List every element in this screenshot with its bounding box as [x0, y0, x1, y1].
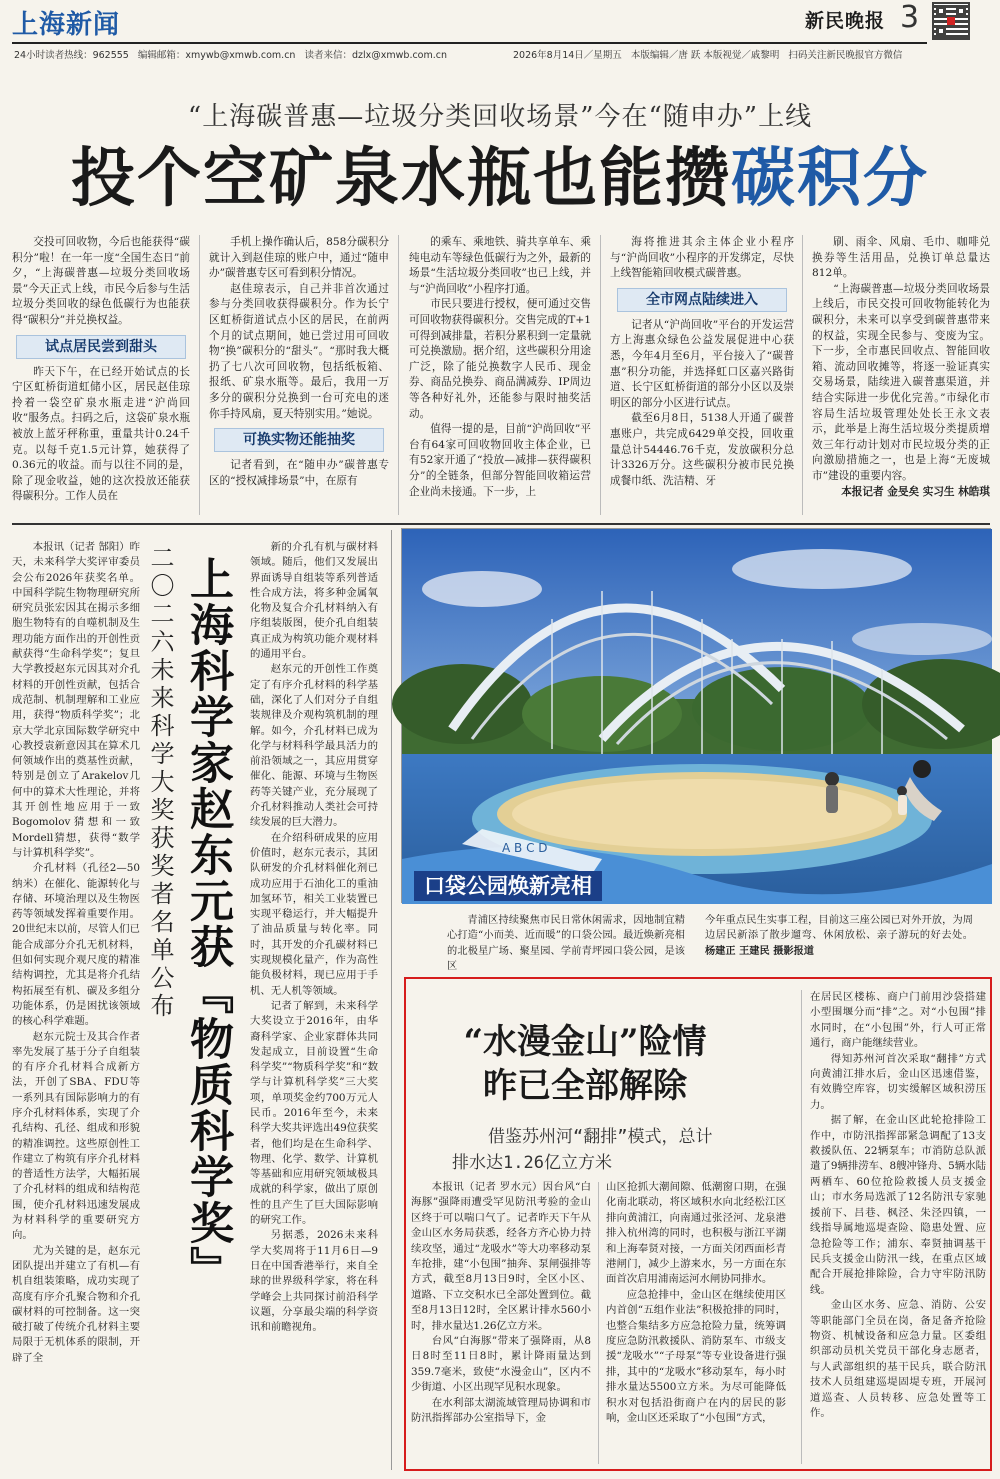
date-info [513, 47, 902, 61]
lead-col-3 [409, 235, 591, 517]
flood-col1-p3: 在水利部太湖流域管理局协调和市防汛指挥部办公室指导下，金 [411, 1396, 591, 1425]
lead-headline [0, 140, 1000, 218]
subhead-network: 全市网点陆续进入 [617, 288, 787, 312]
editor-mail: 编辑邮箱：xmywb@xmwb.com.cn [137, 50, 296, 61]
science-col2-p3: 在介绍科研成果的应用价值时，赵东元表示，其团队研发的介孔材料催化剂已成功应用于石油化工的重油加氢环节，相关工业装置已实现平稳运行，并大幅提升了油品质量与转化率。同时，其开发的介孔碳材料已实现规模化量产，作为高性能负极材料，现已应用于手机、无人机等领域。 [250, 831, 378, 997]
flood-col-1 [411, 1180, 591, 1466]
flood-col1-p1: 本报讯（记者 罗水元）因台风“白海豚”强降雨遭受罕见防汛考验的金山区终于可以喘口气了。记者昨天下午从金山区水务局获悉，经各方齐心协力持续攻坚，通过“龙吸水”等大功率移动泵车抢排，建“小包围”抽奔、泵闸强排等方式，截至8月13日9时，全区小区、道路、下立交积水已全部处置到位。截至8月13日12时，全区累计排水560小时，排水量达1.26亿立方米。 [411, 1181, 591, 1332]
subhead-prize: 可换实物还能抽奖 [214, 428, 384, 452]
photo-caption-title: 口袋公园焕新亮相 [414, 871, 602, 901]
photo-caption-text2 [705, 913, 973, 959]
flood-col2-p2: 应急抢排中，金山区在继续使用区内首创“五组作业法”积极抢排的同时，也整合集结多方应急抢险力量，统筹调度应急防汛救援队、消防泵车、市级支援“龙吸水”“子母泵”等专业设备进行强排，其中的“龙吸水”移动泵车，每小时排水量达5500立方米。为尽可能降低积水对包括沿街商户在内的居民的影响，金山区还采取了“小包围”方式， [606, 1288, 786, 1425]
flood-col3-p2: 得知苏州河首次采取“翻排”方式向黄浦江排水后，金山区迅速借鉴，有效腾空库容，切实缓解区域积涝压力。 [810, 1052, 986, 1111]
date-text: 2026年8月14日／星期五 [513, 50, 622, 61]
paper-name: 新民晚报 [805, 10, 886, 32]
lead-col2-p2: 赵佳琼表示，自己并非首次通过参与分类回收获得碳积分。作为长宁区虹桥街道试点小区的居民，在前两个月的试点期间，她已尝过用可回收物“换”碳积分的“甜头”。“那时我大概扔了七八次可回收物，包括纸板箱、报纸、矿泉水瓶等。最后，我用一万多分的碳积分兑换到一台可充电的迷你手持风扇，夏天特别实用。”她说。 [209, 282, 389, 420]
science-col2-p5: 另据悉，2026未来科学大奖周将于11月6日—9日在中国香港举行，来自全球的世界级科学家，将在科学峰会上共同探讨前沿科学议题，分享最尖端的科学资讯和前瞻视角。 [250, 1229, 378, 1334]
lead-col4-p1: 海将推进其余主体企业小程序与“沪尚回收”小程序的开发绑定，尽快上线智能箱回收模式碳普惠。 [610, 236, 794, 280]
science-col-1 [12, 540, 140, 1470]
flood-col3-p1: 在居民区楼栋、商户门前用沙袋搭建小型围堰分而“排”之。对“小包围”排水同时，在“小包围”外，行人可正常通行，商户能继续营业。 [810, 991, 986, 1050]
lead-col-2 [209, 235, 389, 517]
photo-caption-1 [447, 913, 685, 973]
hotline-text: 24小时读者热线：962555 [14, 50, 129, 61]
flood-col1-p2: 台风“白海豚”带来了强降雨，从8日8时至11日8时，累计降雨量达到359.7毫米，致使“水漫金山”，区内不少街道、小区出现罕见积水现象。 [411, 1335, 591, 1394]
flood-deck-2: 排水达1.26亿立方米 [452, 1153, 612, 1173]
reader-mail: 读者来信：dzlx@xmwb.com.cn [304, 50, 448, 61]
flood-col3-p3: 据了解，在金山区此轮抢排险工作中，市防汛指挥部紧急调配了13支救援队伍、22辆泵车；市消防总队派遣了9辆排涝车、8艘冲锋舟、5辆水陆两栖车、60位抢险救援人员支援金山；市水务局选派了12名防汛专家驰援前下、吕巷、枫泾、朱泾四镇，一线指导属地巡堤查险、隐患处置、应急抢险等工作；浦东、奉贤抽调基干民兵支援金山防汛一线，在重点区域配合开展抢排除险，合力守牢防汛防线。 [810, 1114, 986, 1296]
science-col2-p4: 记者了解到，未来科学大奖设立于2016年，由华裔科学家、企业家群体共同发起成立，目前设置“生命科学奖”“物质科学奖”和“数学与计算机科学奖”三大奖项，单项奖金约700万元人民币。2016年至今，未来科学大奖共评选出49位获奖者，他们均是在生命科学、物理、化学、数学、计算机等基础和应用研究领域极具成就的科学家，做出了原创性的且产生了巨大国际影响的研究工作。 [250, 999, 378, 1227]
lead-col5-p2: “上海碳普惠—垃圾分类回收场景上线后，市民交投可回收物能转化为碳积分，未来可以享受到碳普惠带来的权益，实现全民参与、变废为宝。下一步，全市惠民回收点、智能回收箱、流动回收摊等，将逐一验证真实交易场景，陆续进入碳普惠渠道，并结合实际进一步优化完善。”市绿化市容局生活垃圾管理处处长王永文表示，此举是上海生活垃圾分类提质增效三年行动计划对市民垃圾分类的正向激励措施之一，也是上海“无废城市”建设的重要内容。 [812, 282, 990, 482]
science-col1-p4: 尤为关键的是，赵东元团队提出并建立了有机—有机自组装策略，成功实现了高度有序介孔聚合物和介孔碳材料的可控制备。这一突破打破了传统介孔材料主要局限于无机体系的限制，开辟了全 [12, 1244, 140, 1364]
park-photo-illustration [402, 529, 992, 904]
science-col2-p1: 新的介孔有机与碳材料领域。随后，他们又发展出界面诱导自组装等系列普适性合成方法，将多种金属氧化物及复合介孔材料纳入有序组装版图，使介孔自组装真正成为构筑功能介观材料的通用平台。 [250, 541, 378, 661]
lead-col4-p3: 截至6月8日，5138人开通了碳普惠账户，共完成6429单交投，回收重量总计54446.76千克，发放碳积分总计3326万分。这些碳积分被市民兑换成餐巾纸、洗洁精、牙 [610, 412, 794, 487]
photo-caption-2 [705, 913, 973, 965]
headline-blue: 碳积分 [731, 142, 929, 216]
section-title: 上海新闻 [12, 10, 121, 40]
lead-byline: 本报记者 金旻矣 实习生 林皓琪 [841, 485, 990, 498]
flood-deck-1: 借鉴苏州河“翻排”模式，总计 [488, 1127, 713, 1147]
page-number: 3 [900, 0, 920, 35]
flood-headline-1: “水漫金山”险情 [463, 1022, 707, 1062]
scan-text: 扫码关注新民晚报官方微信 [788, 50, 903, 61]
lead-col3-p1: 的乘车、乘地铁、骑共享单车、乘纯电动车等绿色低碳行为之外，最新的场景“生活垃圾分类回收”也已上线，并与“沪尚回收”小程序打通。 [409, 236, 591, 295]
photo-caption-body: 今年重点民生实事工程，目前这三座公园已对外开放，为周边居民新添了散步遛弯、休闲放松、亲子游玩的好去处。 [705, 915, 973, 942]
science-subtitle: 二〇二六未来科学大奖获奖者名单公布 [146, 545, 174, 1021]
lead-col-5 [812, 235, 990, 517]
subhead-trial: 试点居民尝到甜头 [16, 335, 186, 359]
qr-code [932, 2, 970, 40]
lead-col3-p3: 值得一提的是，目前“沪尚回收”平台有64家可回收物回收主体企业，已有52家开通了“投放—减排—获得碳积分”的全链条，但部分智能回收箱运营企业尚未接通。下一步，上 [409, 423, 591, 498]
lead-col2-p3: 记者看到，在“随申办”碳普惠专区的“授权减排场景”中，在原有 [209, 459, 389, 487]
lead-col4-p2: 记者从“沪尚回收”平台的开发运营方上海惠众绿色公益发展促进中心获悉，今年4月至6月，平台接入了“碳普惠”积分功能，并选择虹口区嘉兴路街道、长宁区虹桥街道的部分小区以及崇明区的部分小区进行试点。 [610, 318, 794, 409]
science-col2-p2: 赵东元的开创性工作奠定了有序介孔材料的科学基础，深化了人们对分子自组装规律及介观构筑机制的理解。如今，介孔材料已成为化学与材料科学最具活力的前沿领域之一，其应用贯穿催化、能源、环境与生物医药等关键产业，充分展现了介孔材料推动人类社会可持续发展的巨大潜力。 [250, 663, 378, 829]
svg-text:A B C D: A B C D [502, 841, 548, 855]
science-col-2 [250, 540, 378, 1470]
science-title: 上海科学家赵东元获『物质科学奖』 [182, 556, 233, 1292]
flood-headline-2: 昨已全部解除 [483, 1066, 687, 1106]
science-col1-p1: 本报讯（记者 郜阳）昨天，未来科学大奖评审委员会公布2026年获奖名单。中国科学院生物物理研究所研究员张宏因其在揭示多细胞生物特有的自噬机制及生理功能方面作出的开创性贡献获得“生命科学奖”；复旦大学教授赵东元因其对介孔材料的开创性贡献，包括合成范制、机制理解和工业应用，获得“物质科学奖”；北京大学北京国际数学研究中心教授袁新意因其在算术几何领域作出的奠基性贡献，特别是创立了Arakelov几何中的算术大性理论，并将其开创性地应用于一致Bogomolov猜想和一致Mordell猜想，获得“数学与计算机科学奖”。 [12, 541, 141, 859]
lead-col1-p2: 昨天下午，在已经开始试点的长宁区虹桥街道虹储小区，居民赵佳琼拎着一袋空矿泉水瓶走进“沪尚回收”服务点。扫码之后，这袋矿泉水瓶被放上蓝牙秤称重，重量共计0.24千克。以每千克1.5元计算，她获得了0.36元的收益。而与以往不同的是，除了现金收益，她的这次投放还能获得碳积分。工作人员在 [12, 365, 190, 503]
flood-col2-p1: 山区抢抓大潮间隙、低潮窗口期，在强化南北联动，将区域积水向北经松江区排向黄浦江，向南通过张泾河、龙泉港排入杭州湾的同时，也积极与浙江平湖和上海奉贤对接，一方面关闭西面杉青港闸门，减少上游来水，另一方面在东面首次启用浦南运河水闸协同排水。 [606, 1181, 786, 1286]
park-photo [401, 528, 991, 903]
science-col1-p2: 介孔材料（孔径2—50纳米）在催化、能源转化与存储、环境治理以及生物医药等领域发挥着重要作用。20世纪末以前，尽管人们已能合成部分介孔无机材料，但如何实现介观尺度的精准结构调控，尤其是将介孔结构拓展至有机、碳及多组分功能体系，仍是困扰该领域的核心科学难题。 [12, 862, 140, 1028]
science-col1-p3: 赵东元院士及其合作者率先发展了基于分子自组装的有序介孔材料合成新方法，开创了SBA、FDU等一系列具有国际影响力的有序介孔材料体系，实现了介孔结构、孔径、组成和形貌的精准调控。这些原创性工作建立了构筑有序介孔材料的普适性方法学，大幅拓展了介孔材料的组成和结构范围，使介孔材料迅速发展成为材料科学的重要研究方向。 [12, 1030, 140, 1242]
lead-col-4 [610, 235, 794, 517]
hotline [14, 47, 447, 61]
editors-text: 本版编辑／唐 跃 本版视觉／戚黎明 [630, 50, 780, 61]
photo-caption-text1: 青浦区持续聚焦市民日常休闲需求，因地制宜精心打造“小而美、近而暖”的口袋公园。最近焕新亮相的北极星广场、聚星园、学前青坪园口袋公园，是该区 [447, 915, 685, 973]
lead-col-1 [12, 235, 190, 517]
photo-credit: 杨建正 王建民 摄影报道 [705, 944, 814, 957]
flood-col3-p4: 金山区水务、应急、消防、公安等职能部门全员在岗，备足备齐抢险物资、机械设备和应急力量。区委组织部动员机关党员干部化身志愿者，与人武部组织的基干民兵，联合防汛技术人员组建巡堤固堤专班，开展河道巡查、人员转移、应急处置等工作。 [810, 1299, 986, 1419]
lead-col5-p1: 刷、雨伞、风扇、毛巾、咖啡兑换券等生活用品，兑换订单总量达812单。 [812, 236, 990, 280]
lead-col1-p1: 交投可回收物，今后也能获得“碳积分”啦！在一年一度“全国生态日”前夕，“上海碳普惠—垃圾分类回收场景”今天正式上线，市民今后参与生活垃圾分类回收的绿色低碳行为也能获得“碳积分”并兑换权益。 [12, 236, 190, 326]
flood-col-2 [606, 1180, 786, 1466]
flood-col-3 [810, 990, 986, 1466]
lead-kicker: “上海碳普惠—垃圾分类回收场景”今在“随申办”上线 [187, 102, 813, 132]
headline-black: 投个空矿泉水瓶也能攒 [71, 142, 731, 216]
lead-col2-p1: 手机上操作确认后，858分碳积分就计入到赵佳琼的账户中，通过“随申办”碳普惠专区可看到积分情况。 [209, 236, 389, 280]
lead-col3-p2: 市民只要进行授权，便可通过交售可回收物获得碳积分。交售完成的T+1可得到减排量，若积分累积到一定量就可兑换激励。据介绍，这些碳积分用途广泛，除了能兑换数字人民币、现金券、商品兑换券、商品满减券、IP周边等各种好礼外，还能参与限时抽奖活动。 [409, 298, 591, 420]
